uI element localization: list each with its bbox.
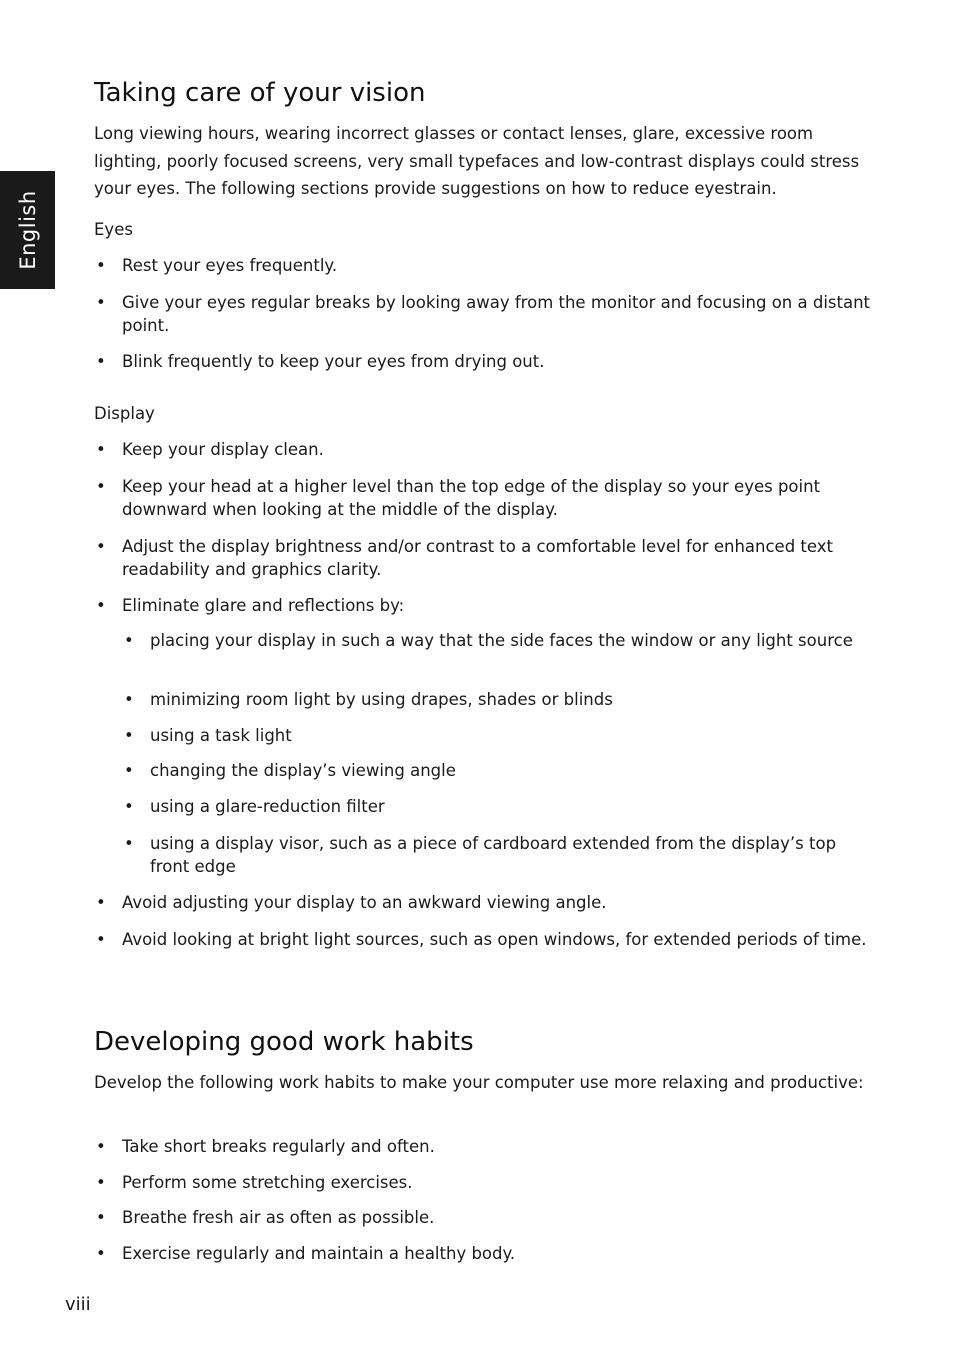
bullet: • <box>96 256 106 275</box>
sub-list-item <box>122 795 874 818</box>
section-title-habits: Developing good work habits <box>94 1027 474 1057</box>
list-item <box>94 1242 874 1265</box>
list-item <box>94 928 874 951</box>
list-item <box>94 254 874 277</box>
subheading-eyes: Eyes <box>94 220 133 239</box>
bullet: • <box>96 537 106 556</box>
list-item <box>94 350 874 373</box>
bullet: • <box>96 1208 106 1227</box>
list-item-text: Exercise regularly and maintain a healthy body. <box>122 1244 516 1263</box>
language-tab-label: English <box>15 190 40 270</box>
list-item <box>94 1135 874 1158</box>
bullet: • <box>96 293 106 312</box>
sub-list-item <box>122 629 874 652</box>
section-intro-vision: Long viewing hours, wearing incorrect glasses or contact lenses, glare, excessive room lighting, poorly focused screens, very small typefaces and low-contrast displays could stress your eyes. The following sections provide suggestions on how to reduce eyestrain. <box>94 124 860 198</box>
list-item <box>94 594 874 617</box>
list-item-text: Rest your eyes frequently. <box>122 256 338 275</box>
list-item-text: Take short breaks regularly and often. <box>122 1137 435 1156</box>
list-item-text: Perform some stretching exercises. <box>122 1173 413 1192</box>
section-title-vision: Taking care of your vision <box>94 78 426 108</box>
bullet: • <box>124 761 134 780</box>
bullet: • <box>96 596 106 615</box>
list-item <box>94 891 874 914</box>
list-item <box>94 291 874 337</box>
list-item-text: Breathe fresh air as often as possible. <box>122 1208 435 1227</box>
list-item-text: Blink frequently to keep your eyes from drying out. <box>122 352 545 371</box>
list-item-text: using a glare-reduction filter <box>150 797 385 816</box>
list-item-text: Adjust the display brightness and/or contrast to a comfortable level for enhanced text readability and graphics clarity. <box>122 537 833 579</box>
list-item-text: Keep your head at a higher level than the top edge of the display so your eyes point downward when looking at the middle of the display. <box>122 477 821 519</box>
bullet: • <box>124 631 134 650</box>
bullet: • <box>96 1137 106 1156</box>
sub-list-item <box>122 759 874 782</box>
bullet: • <box>96 1173 106 1192</box>
list-item <box>94 438 874 461</box>
list-item-text: Keep your display clean. <box>122 440 324 459</box>
list-item <box>94 1206 874 1229</box>
list-item-text: Eliminate glare and reflections by: <box>122 596 405 615</box>
list-item-text: Avoid looking at bright light sources, such as open windows, for extended periods of time. <box>122 930 867 949</box>
bullet: • <box>124 797 134 816</box>
bullet: • <box>96 477 106 496</box>
language-tab <box>0 171 55 289</box>
list-item <box>94 475 874 521</box>
bullet: • <box>96 893 106 912</box>
page-number: viii <box>65 1294 91 1315</box>
bullet: • <box>96 440 106 459</box>
list-item-text: changing the display’s viewing angle <box>150 761 456 780</box>
sub-list-item <box>122 724 874 747</box>
list-item-text: using a display visor, such as a piece of cardboard extended from the display’s top front edge <box>150 834 837 876</box>
bullet: • <box>124 834 134 853</box>
list-item-text: minimizing room light by using drapes, shades or blinds <box>150 690 613 709</box>
bullet: • <box>124 726 134 745</box>
list-item-text: Give your eyes regular breaks by looking away from the monitor and focusing on a distant point. <box>122 293 871 335</box>
list-item <box>94 535 874 581</box>
list-item-text: placing your display in such a way that the side faces the window or any light source <box>150 631 853 650</box>
list-item-text: Avoid adjusting your display to an awkward viewing angle. <box>122 893 607 912</box>
bullet: • <box>124 690 134 709</box>
list-item-text: using a task light <box>150 726 292 745</box>
list-item <box>94 1171 874 1194</box>
bullet: • <box>96 352 106 371</box>
section-intro-habits: Develop the following work habits to make your computer use more relaxing and productive: <box>94 1073 864 1092</box>
sub-list-item <box>122 832 874 878</box>
subheading-display: Display <box>94 404 155 423</box>
bullet: • <box>96 1244 106 1263</box>
sub-list-item <box>122 688 874 711</box>
bullet: • <box>96 930 106 949</box>
